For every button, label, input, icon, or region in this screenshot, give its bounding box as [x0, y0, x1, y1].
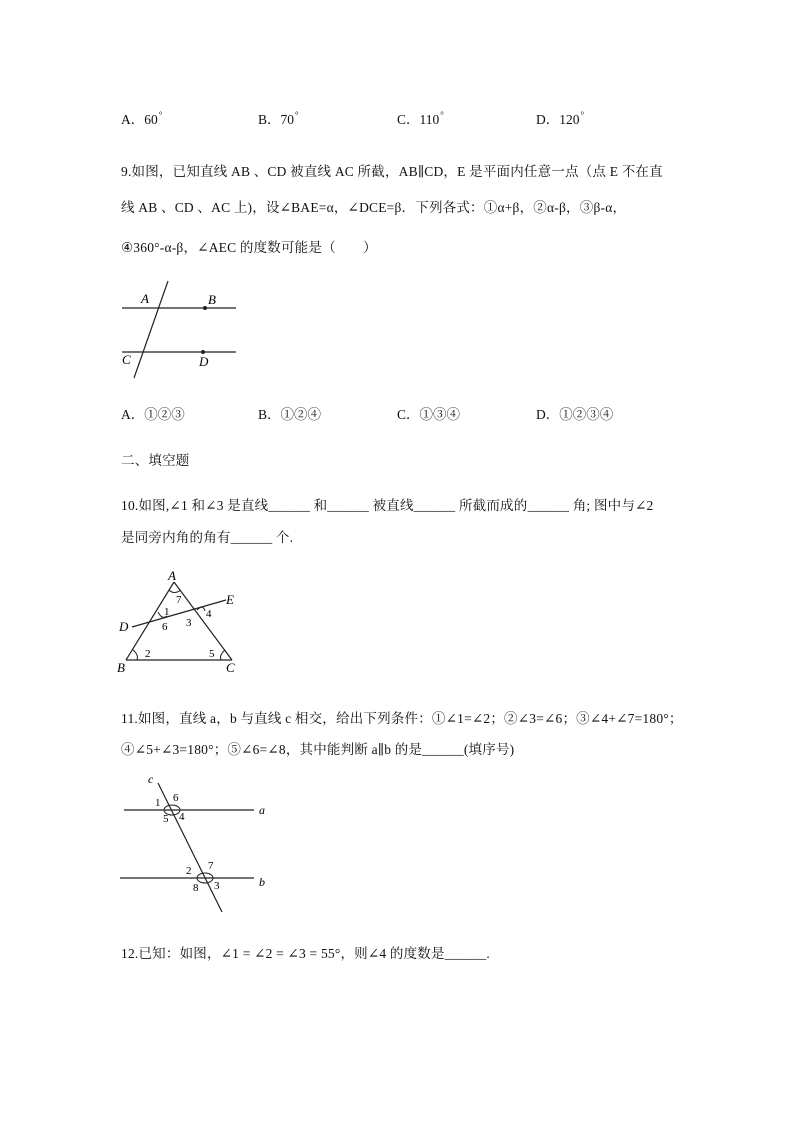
q10-text-line2: 是同旁内角的角有______ 个.: [121, 530, 294, 545]
q11-line-c: [158, 783, 222, 912]
q9-label-a: A: [141, 291, 149, 306]
q11-angle-4: 4: [179, 811, 185, 823]
q9-label-d: D: [199, 354, 209, 369]
q10-angle-4: 4: [206, 608, 212, 620]
q9-option-c[interactable]: C．①③④: [397, 407, 461, 422]
q10-figure: [117, 568, 235, 675]
q10-label-d: D: [119, 619, 129, 634]
q12-text: 12.已知：如图，∠1 = ∠2 = ∠3 = 55°，则∠4 的度数是______.: [121, 946, 490, 961]
q10-label-b: B: [117, 660, 125, 675]
q9-option-b[interactable]: B．①②④: [258, 407, 322, 422]
q8-option-d[interactable]: D．120°: [536, 110, 585, 127]
q9-text-line1: 9.如图，已知直线 AB 、CD 被直线 AC 所截，AB∥CD，E 是平面内任意一点（点 E 不在直: [121, 164, 663, 179]
q10-angle-2: 2: [145, 648, 151, 660]
q9-option-a[interactable]: A．①②③: [121, 407, 185, 422]
q10-label-e: E: [226, 592, 234, 607]
q8-option-a[interactable]: A．60°: [121, 110, 163, 127]
q8-option-c[interactable]: C．110°: [397, 110, 444, 127]
q11-text-line1: 11.如图，直线 a，b 与直线 c 相交，给出下列条件：①∠1=∠2；②∠3=∠6；③∠4+∠7=180°；: [121, 711, 683, 726]
q11-angle-6: 6: [173, 792, 179, 804]
section-title: 二、填空题: [121, 453, 190, 468]
q10-angle-6: 6: [162, 621, 168, 633]
q11-angle-7: 7: [208, 860, 214, 872]
q10-angle-5: 5: [209, 648, 215, 660]
q11-label-b: b: [259, 875, 265, 889]
q11-angle-1: 1: [155, 797, 161, 809]
q9-text-line2: 线 AB 、CD 、AC 上)，设∠BAE=α，∠DCE=β．下列各式：①α+β，②α-β，③β-α，: [121, 200, 627, 215]
q10-label-c: C: [226, 660, 235, 675]
q10-angle-7: 7: [176, 594, 182, 606]
q11-figure: [120, 772, 265, 912]
q11-label-a: a: [259, 803, 265, 817]
q11-label-c: c: [148, 772, 154, 786]
q11-angle-5: 5: [163, 813, 169, 825]
q10-angle-1: 1: [164, 606, 170, 618]
q9-option-d[interactable]: D．①②③④: [536, 407, 614, 422]
q10-label-a: A: [168, 568, 176, 583]
q11-angle-2: 2: [186, 865, 192, 877]
q9-line-ac: [134, 281, 168, 378]
q10-text-line1: 10.如图,∠1 和∠3 是直线______ 和______ 被直线______ 所截而成的______ 角; 图中与∠2: [121, 498, 654, 513]
q9-point-b: [203, 306, 207, 310]
q10-angle-3: 3: [186, 617, 192, 629]
q11-text-line2: ④∠5+∠3=180°；⑤∠6=∠8，其中能判断 a∥b 的是______(填序号): [121, 742, 515, 757]
q9-text-line3: ④360°-α-β，∠AEC 的度数可能是（ ）: [121, 240, 377, 255]
q10-side-ac: [174, 582, 232, 660]
q9-label-b: B: [208, 292, 216, 307]
q11-angle-8: 8: [193, 882, 199, 894]
q8-option-b[interactable]: B．70°: [258, 110, 299, 127]
q11-angle-3: 3: [214, 880, 220, 892]
q9-label-c: C: [122, 352, 131, 367]
